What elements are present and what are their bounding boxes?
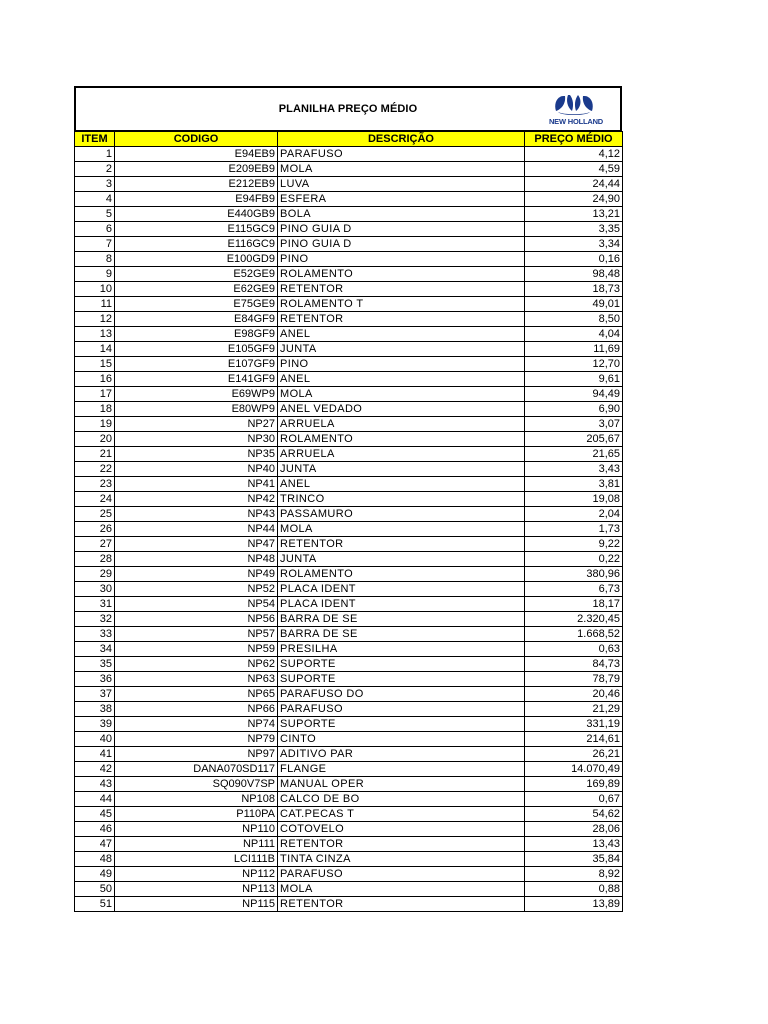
price-cell[interactable]: 35,84 [525,852,623,867]
desc-cell[interactable]: ROLAMENTO [278,267,525,282]
desc-cell[interactable]: JUNTA [278,342,525,357]
desc-cell[interactable]: COTOVELO [278,822,525,837]
code-cell[interactable]: NP35 [115,447,278,462]
table-row [75,867,623,882]
code-cell[interactable]: E52GE9 [115,267,278,282]
price-cell[interactable]: 4,59 [525,162,623,177]
item-cell[interactable]: 27 [75,537,115,552]
code-cell[interactable]: NP62 [115,657,278,672]
price-cell[interactable]: 49,01 [525,297,623,312]
desc-cell[interactable]: PINO GUIA D [278,237,525,252]
table-row [75,282,623,297]
desc-cell[interactable]: CINTO [278,732,525,747]
table-row [75,192,623,207]
price-cell[interactable]: 4,12 [525,147,623,162]
desc-cell[interactable]: BARRA DE SE [278,612,525,627]
desc-cell[interactable]: PLACA IDENT [278,597,525,612]
desc-cell[interactable]: PINO [278,357,525,372]
desc-cell[interactable]: MANUAL OPER [278,777,525,792]
item-cell[interactable]: 3 [75,177,115,192]
code-cell[interactable]: E209EB9 [115,162,278,177]
price-cell[interactable]: 84,73 [525,657,623,672]
item-cell[interactable]: 46 [75,822,115,837]
table-row [75,657,623,672]
code-cell[interactable]: NP66 [115,702,278,717]
code-cell[interactable]: NP40 [115,462,278,477]
item-cell[interactable]: 24 [75,492,115,507]
price-cell[interactable]: 13,43 [525,837,623,852]
table-row [75,162,623,177]
desc-cell[interactable]: BARRA DE SE [278,627,525,642]
price-cell[interactable]: 11,69 [525,342,623,357]
price-cell[interactable]: 0,16 [525,252,623,267]
desc-cell[interactable]: CALCO DE BO [278,792,525,807]
table-row [75,477,623,492]
item-cell[interactable]: 10 [75,282,115,297]
item-cell[interactable]: 16 [75,372,115,387]
desc-cell[interactable]: LUVA [278,177,525,192]
price-cell[interactable]: 8,92 [525,867,623,882]
code-cell[interactable]: DANA070SD117 [115,762,278,777]
col-header-item[interactable]: ITEM [75,132,115,147]
code-cell[interactable]: SQ090V7SP [115,777,278,792]
code-cell[interactable]: E69WP9 [115,387,278,402]
price-cell[interactable]: 6,90 [525,402,623,417]
code-cell[interactable]: NP110 [115,822,278,837]
item-cell[interactable]: 44 [75,792,115,807]
code-cell[interactable]: E62GE9 [115,282,278,297]
desc-cell[interactable]: JUNTA [278,462,525,477]
code-cell[interactable]: NP74 [115,717,278,732]
desc-cell[interactable]: MOLA [278,882,525,897]
table-row [75,492,623,507]
desc-cell[interactable]: RETENTOR [278,282,525,297]
table-row [75,402,623,417]
desc-cell[interactable]: ADITIVO PAR [278,747,525,762]
item-cell[interactable]: 37 [75,687,115,702]
table-row [75,177,623,192]
table-row [75,897,623,912]
desc-cell[interactable]: MOLA [278,522,525,537]
table-row [75,807,623,822]
price-cell[interactable]: 94,49 [525,387,623,402]
desc-cell[interactable]: ROLAMENTO [278,567,525,582]
table-row [75,672,623,687]
table-row [75,147,623,162]
item-cell[interactable]: 28 [75,552,115,567]
code-cell[interactable]: NP42 [115,492,278,507]
code-cell[interactable]: NP44 [115,522,278,537]
desc-cell[interactable]: PARAFUSO DO [278,687,525,702]
desc-cell[interactable]: TRINCO [278,492,525,507]
item-cell[interactable]: 19 [75,417,115,432]
code-cell[interactable]: NP108 [115,792,278,807]
desc-cell[interactable]: CAT.PECAS T [278,807,525,822]
desc-cell[interactable]: MOLA [278,387,525,402]
item-cell[interactable]: 6 [75,222,115,237]
table-row [75,432,623,447]
price-cell[interactable]: 1,73 [525,522,623,537]
item-cell[interactable]: 35 [75,657,115,672]
price-cell[interactable]: 1.668,52 [525,627,623,642]
price-cell[interactable]: 169,89 [525,777,623,792]
col-header-descricao[interactable]: DESCRIÇÃO [278,132,525,147]
price-cell[interactable]: 78,79 [525,672,623,687]
desc-cell[interactable]: ROLAMENTO T [278,297,525,312]
item-cell[interactable]: 22 [75,462,115,477]
price-cell[interactable]: 12,70 [525,357,623,372]
item-cell[interactable]: 50 [75,882,115,897]
price-cell[interactable]: 3,43 [525,462,623,477]
price-table [74,131,623,912]
item-cell[interactable]: 21 [75,447,115,462]
code-cell[interactable]: E107GF9 [115,357,278,372]
code-cell[interactable]: E84GF9 [115,312,278,327]
item-cell[interactable]: 4 [75,192,115,207]
table-row [75,627,623,642]
price-cell[interactable]: 21,29 [525,702,623,717]
desc-cell[interactable]: PINO GUIA D [278,222,525,237]
table-row [75,777,623,792]
code-cell[interactable]: E98GF9 [115,327,278,342]
table-row [75,252,623,267]
price-cell[interactable]: 2.320,45 [525,612,623,627]
code-cell[interactable]: E115GC9 [115,222,278,237]
price-cell[interactable]: 28,06 [525,822,623,837]
price-cell[interactable]: 4,04 [525,327,623,342]
price-cell[interactable]: 21,65 [525,447,623,462]
code-cell[interactable]: NP65 [115,687,278,702]
item-cell[interactable]: 36 [75,672,115,687]
price-cell[interactable]: 20,46 [525,687,623,702]
table-row [75,237,623,252]
item-cell[interactable]: 26 [75,522,115,537]
table-row [75,852,623,867]
item-cell[interactable]: 43 [75,777,115,792]
item-cell[interactable]: 42 [75,762,115,777]
code-cell[interactable]: E94EB9 [115,147,278,162]
item-cell[interactable]: 38 [75,702,115,717]
desc-cell[interactable]: TINTA CINZA [278,852,525,867]
item-cell[interactable]: 17 [75,387,115,402]
table-row [75,297,623,312]
code-cell[interactable]: LCI111B [115,852,278,867]
price-cell[interactable]: 3,35 [525,222,623,237]
desc-cell[interactable]: ANEL [278,372,525,387]
desc-cell[interactable]: SUPORTE [278,717,525,732]
desc-cell[interactable]: RETENTOR [278,312,525,327]
table-row [75,552,623,567]
price-cell[interactable]: 13,21 [525,207,623,222]
item-cell[interactable]: 14 [75,342,115,357]
desc-cell[interactable]: RETENTOR [278,837,525,852]
desc-cell[interactable]: JUNTA [278,552,525,567]
desc-cell[interactable]: MOLA [278,162,525,177]
item-cell[interactable]: 31 [75,597,115,612]
table-row [75,342,623,357]
table-row [75,747,623,762]
item-cell[interactable]: 11 [75,297,115,312]
table-row [75,687,623,702]
desc-cell[interactable]: PLACA IDENT [278,582,525,597]
item-cell[interactable]: 2 [75,162,115,177]
desc-cell[interactable]: SUPORTE [278,657,525,672]
table-row [75,222,623,237]
code-cell[interactable]: E94FB9 [115,192,278,207]
table-row [75,327,623,342]
table-row [75,762,623,777]
col-header-codigo[interactable]: CODIGO [115,132,278,147]
table-row [75,717,623,732]
item-cell[interactable]: 49 [75,867,115,882]
col-header-preco[interactable]: PREÇO MÉDIO [525,132,623,147]
table-row [75,357,623,372]
desc-cell[interactable]: PARAFUSO [278,867,525,882]
price-cell[interactable]: 3,34 [525,237,623,252]
code-cell[interactable]: NP49 [115,567,278,582]
table-row [75,207,623,222]
code-cell[interactable]: NP111 [115,837,278,852]
price-cell[interactable]: 331,19 [525,717,623,732]
price-cell[interactable]: 26,21 [525,747,623,762]
price-cell[interactable]: 13,89 [525,897,623,912]
item-cell[interactable]: 47 [75,837,115,852]
table-row [75,837,623,852]
item-cell[interactable]: 23 [75,477,115,492]
desc-cell[interactable]: ESFERA [278,192,525,207]
desc-cell[interactable]: RETENTOR [278,537,525,552]
price-cell[interactable]: 98,48 [525,267,623,282]
price-cell[interactable]: 24,90 [525,192,623,207]
price-cell[interactable]: 0,88 [525,882,623,897]
desc-cell[interactable]: FLANGE [278,762,525,777]
header-row [75,132,623,147]
desc-cell[interactable]: ROLAMENTO [278,432,525,447]
item-cell[interactable]: 13 [75,327,115,342]
code-cell[interactable]: NP41 [115,477,278,492]
price-cell[interactable]: 9,61 [525,372,623,387]
price-cell[interactable]: 0,67 [525,792,623,807]
table-row [75,312,623,327]
table-row [75,642,623,657]
item-cell[interactable]: 45 [75,807,115,822]
item-cell[interactable]: 25 [75,507,115,522]
item-cell[interactable]: 1 [75,147,115,162]
desc-cell[interactable]: PINO [278,252,525,267]
table-row [75,597,623,612]
item-cell[interactable]: 33 [75,627,115,642]
table-row [75,462,623,477]
desc-cell[interactable]: RETENTOR [278,897,525,912]
code-cell[interactable]: NP115 [115,897,278,912]
desc-cell[interactable]: ANEL [278,327,525,342]
code-cell[interactable]: NP47 [115,537,278,552]
price-cell[interactable]: 18,17 [525,597,623,612]
desc-cell[interactable]: ANEL VEDADO [278,402,525,417]
sheet-title: PLANILHA PREÇO MÉDIO [278,103,418,115]
price-cell[interactable]: 2,04 [525,507,623,522]
code-cell[interactable]: E116GC9 [115,237,278,252]
desc-cell[interactable]: PASSAMURO [278,507,525,522]
price-cell[interactable]: 6,73 [525,582,623,597]
price-cell[interactable]: 9,22 [525,537,623,552]
desc-cell[interactable]: ANEL [278,477,525,492]
table-row [75,372,623,387]
item-cell[interactable]: 9 [75,267,115,282]
item-cell[interactable]: 41 [75,747,115,762]
code-cell[interactable]: E80WP9 [115,402,278,417]
table-row [75,507,623,522]
code-cell[interactable]: NP48 [115,552,278,567]
title-box [74,86,622,131]
price-cell[interactable]: 3,81 [525,477,623,492]
table-row [75,882,623,897]
item-cell[interactable]: 30 [75,582,115,597]
desc-cell[interactable]: ARRUELA [278,447,525,462]
code-cell[interactable]: NP79 [115,732,278,747]
table-row [75,567,623,582]
new-holland-logo [538,91,614,129]
code-cell[interactable]: NP112 [115,867,278,882]
price-cell[interactable]: 3,07 [525,417,623,432]
price-cell[interactable]: 205,67 [525,432,623,447]
table-row [75,537,623,552]
table-row [75,267,623,282]
logo-text: NEW HOLLAND [548,117,604,126]
table-row [75,702,623,717]
code-cell[interactable]: NP27 [115,417,278,432]
code-cell[interactable]: NP57 [115,627,278,642]
code-cell[interactable]: NP52 [115,582,278,597]
code-cell[interactable]: E440GB9 [115,207,278,222]
price-cell[interactable]: 0,22 [525,552,623,567]
code-cell[interactable]: NP54 [115,597,278,612]
code-cell[interactable]: E75GE9 [115,297,278,312]
code-cell[interactable]: P110PA [115,807,278,822]
item-cell[interactable]: 5 [75,207,115,222]
desc-cell[interactable]: PARAFUSO [278,147,525,162]
item-cell[interactable]: 40 [75,732,115,747]
code-cell[interactable]: E212EB9 [115,177,278,192]
table-row [75,792,623,807]
desc-cell[interactable]: SUPORTE [278,672,525,687]
item-cell[interactable]: 15 [75,357,115,372]
table-row [75,387,623,402]
code-cell[interactable]: E141GF9 [115,372,278,387]
code-cell[interactable]: NP30 [115,432,278,447]
table-row [75,822,623,837]
price-sheet [74,86,622,912]
code-cell[interactable]: NP43 [115,507,278,522]
table-row [75,612,623,627]
price-cell[interactable]: 8,50 [525,312,623,327]
desc-cell[interactable]: ARRUELA [278,417,525,432]
code-cell[interactable]: NP97 [115,747,278,762]
item-cell[interactable]: 12 [75,312,115,327]
price-cell[interactable]: 54,62 [525,807,623,822]
table-row [75,447,623,462]
price-cell[interactable]: 14.070,49 [525,762,623,777]
table-row [75,732,623,747]
code-cell[interactable]: NP113 [115,882,278,897]
price-cell[interactable]: 19,08 [525,492,623,507]
item-cell[interactable]: 18 [75,402,115,417]
item-cell[interactable]: 34 [75,642,115,657]
item-cell[interactable]: 7 [75,237,115,252]
price-cell[interactable]: 0,63 [525,642,623,657]
code-cell[interactable]: E100GD9 [115,252,278,267]
desc-cell[interactable]: PRESILHA [278,642,525,657]
price-cell[interactable]: 18,73 [525,282,623,297]
code-cell[interactable]: E105GF9 [115,342,278,357]
desc-cell[interactable]: PARAFUSO [278,702,525,717]
item-cell[interactable]: 29 [75,567,115,582]
item-cell[interactable]: 48 [75,852,115,867]
item-cell[interactable]: 20 [75,432,115,447]
table-row [75,522,623,537]
price-cell[interactable]: 380,96 [525,567,623,582]
item-cell[interactable]: 8 [75,252,115,267]
item-cell[interactable]: 32 [75,612,115,627]
code-cell[interactable]: NP63 [115,672,278,687]
item-cell[interactable]: 39 [75,717,115,732]
table-row [75,582,623,597]
price-cell[interactable]: 214,61 [525,732,623,747]
table-row [75,417,623,432]
item-cell[interactable]: 51 [75,897,115,912]
price-cell[interactable]: 24,44 [525,177,623,192]
code-cell[interactable]: NP56 [115,612,278,627]
code-cell[interactable]: NP59 [115,642,278,657]
desc-cell[interactable]: BOLA [278,207,525,222]
